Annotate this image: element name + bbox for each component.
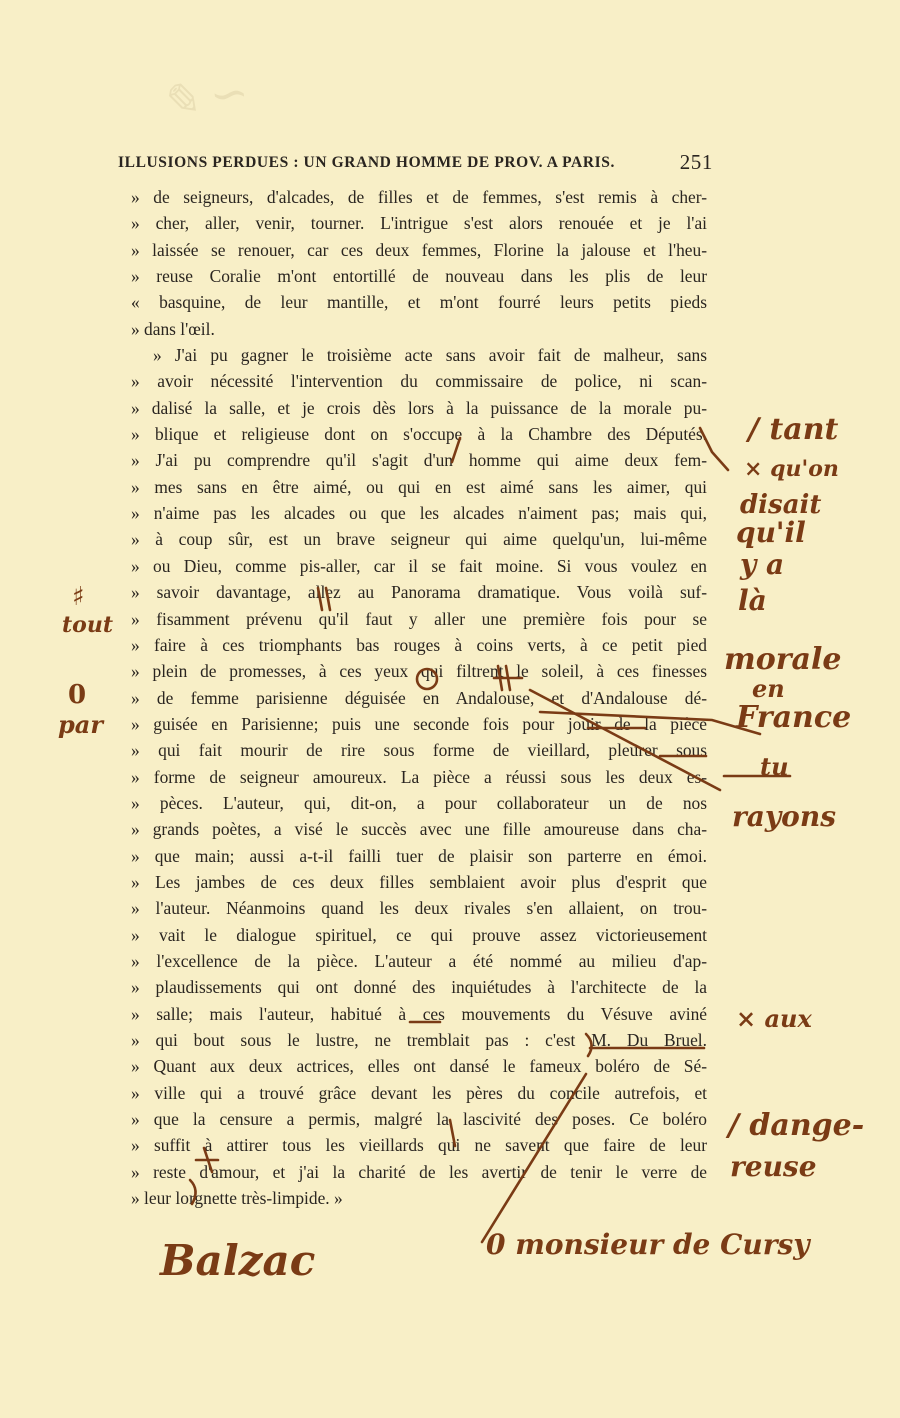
margin-note: tu <box>760 752 789 781</box>
text-line: » forme de seigneur amoureux. La pièce a réussi sous les deux es- <box>131 766 707 787</box>
text-line: » reuse Coralie m'ont entortillé de nouveau dans les plis de leur <box>131 266 707 287</box>
signature: Balzac <box>160 1236 316 1285</box>
text-line: » Les jambes de ces deux filles semblaient avoir plus d'esprit que <box>131 871 707 892</box>
margin-note: tout <box>62 612 113 638</box>
text-line: » l'excellence de la pièce. L'auteur a été nommé au milieu d'ap- <box>131 950 707 971</box>
text-line: » savoir davantage, allez au Panorama dramatique. Vous voilà suf- <box>131 582 707 603</box>
text-line: » dans l'œil. <box>131 318 215 339</box>
text-line: » grands poètes, a visé le succès avec une fille amoureuse dans cha- <box>131 819 707 840</box>
text-line: » J'ai pu comprendre qu'il s'agit d'un homme qui aime deux fem- <box>131 450 707 471</box>
text-line: » avoir nécessité l'intervention du commissaire de police, ni scan- <box>131 371 707 392</box>
text-line: » de femme parisienne déguisée en Andalouse, et d'Andalouse dé- <box>131 687 707 708</box>
text-line: » laissée se renouer, car ces deux femmes, Florine la jalouse et l'heu- <box>131 239 707 260</box>
text-line: » leur lorgnette très-limpide. » <box>131 1188 343 1209</box>
text-line: » Quant aux deux actrices, elles ont dansé le fameux boléro de Sé- <box>131 1056 707 1077</box>
text-line: » qui fait mourir de rire sous forme de vieillard, pleurer sous <box>131 740 707 761</box>
text-line: » J'ai pu gagner le troisième acte sans avoir fait de malheur, sans <box>153 345 707 366</box>
margin-note: France <box>736 700 852 735</box>
margin-note: qu'il <box>736 516 806 549</box>
margin-note: y a <box>740 548 785 581</box>
text-line: » blique et religieuse dont on s'occupe à la Chambre des Députés. <box>131 424 707 445</box>
text-line: » faire à ces triomphants bas rouges à coins verts, à ce petit pied <box>131 634 707 655</box>
margin-note: là <box>738 584 767 617</box>
text-line: » vait le dialogue spirituel, ce qui prouve assez victorieusement <box>131 924 707 945</box>
margin-mark: ♯ <box>72 582 85 612</box>
text-line: » suffit à attirer tous les vieillards qui ne savent que faire de leur <box>131 1135 707 1156</box>
text-line: » ou Dieu, comme pis-aller, car il se fait moine. Si vous voulez en <box>131 555 707 576</box>
running-head <box>118 150 713 174</box>
text-line: » que la censure a permis, malgré la lascivité des poses. Ce boléro <box>131 1109 707 1130</box>
text-line: » ville qui a trouvé grâce devant les pères du concile autrefois, et <box>131 1082 707 1103</box>
ghost-show-through: ✎ ∽ <box>156 66 252 129</box>
margin-note: morale <box>724 642 842 677</box>
margin-note: 0 monsieur de Cursy <box>486 1228 810 1261</box>
text-line: » n'aime pas les alcades ou que les alcades n'aiment pas; mais qui, <box>131 503 707 524</box>
text-line: » mes sans en être aimé, ou qui en est aimé sans les aimer, qui <box>131 476 707 497</box>
text-line: » pèces. L'auteur, qui, dit-on, a pour collaborateur un de nos <box>131 792 707 813</box>
margin-note: rayons <box>732 800 836 833</box>
margin-note: × aux <box>736 1004 812 1033</box>
text-line: » salle; mais l'auteur, habitué à ces mouvements du Vésuve aviné <box>131 1003 707 1024</box>
page-number: 251 <box>679 150 713 174</box>
margin-note: en <box>752 674 785 703</box>
margin-note: reuse <box>730 1150 817 1183</box>
text-line: » reste d'amour, et j'ai la charité de les avertir de tenir le verre de <box>131 1161 707 1182</box>
body-text <box>131 184 707 1211</box>
margin-note: / tant <box>748 412 839 447</box>
text-line: » à coup sûr, est un brave seigneur qui aime quelqu'un, lui-même <box>131 529 707 550</box>
text-line: » que main; aussi a-t-il failli tuer de plaisir son parterre en émoi. <box>131 845 707 866</box>
margin-note: / dange- <box>728 1108 865 1143</box>
text-line: » plein de promesses, à ces yeux qui filtrent le soleil, à ces finesses <box>131 661 707 682</box>
text-line: » cher, aller, venir, tourner. L'intrigue s'est alors renouée et je l'ai <box>131 213 707 234</box>
text-line: « basquine, de leur mantille, et m'ont fourré leurs petits pieds <box>131 292 707 313</box>
text-line: » fisamment prévenu qu'il faut y aller une première fois pour se <box>131 608 707 629</box>
text-line: » guisée en Parisienne; puis une seconde fois pour jouir de la pièce <box>131 713 707 734</box>
text-line: » qui bout sous le lustre, ne tremblait pas : c'est M. Du Bruel. <box>131 1030 707 1050</box>
text-line: » l'auteur. Néanmoins quand les deux rivales s'en allaient, on trou- <box>131 898 707 919</box>
text-line: » dalisé la salle, et je crois dès lors à la puissance de la morale pu- <box>131 397 707 418</box>
margin-note: disait <box>740 490 822 520</box>
margin-mark: 0 <box>68 680 87 710</box>
running-title: ILLUSIONS PERDUES : UN GRAND HOMME DE PROV. A PARIS. <box>118 154 615 171</box>
text-line: » plaudissements qui ont donné des inquiétudes à l'architecte de la <box>131 977 707 998</box>
margin-note: par <box>58 710 103 739</box>
margin-note: × qu'on <box>744 456 839 482</box>
text-line: » de seigneurs, d'alcades, de filles et de femmes, s'est remis à cher- <box>131 187 707 207</box>
